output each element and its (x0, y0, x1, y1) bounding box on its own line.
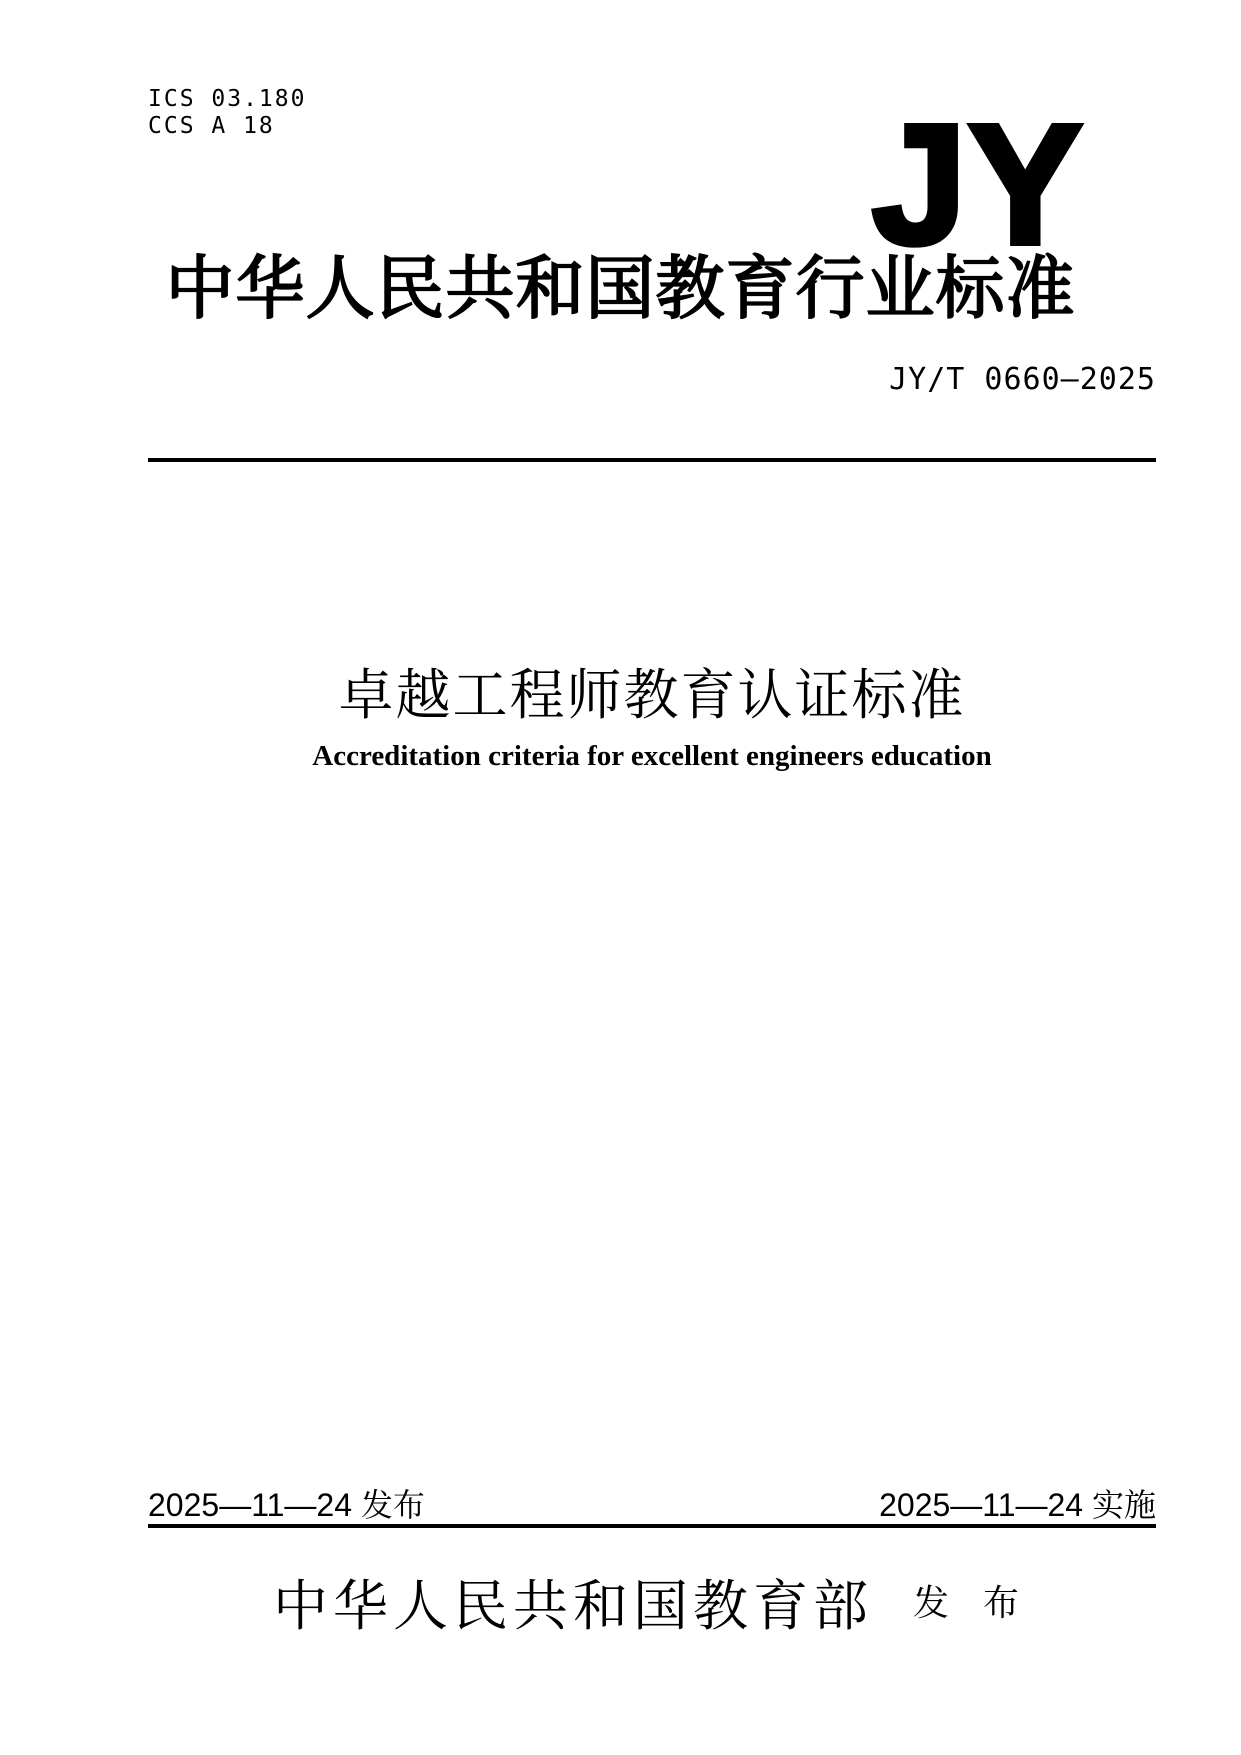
publisher-action-label: 发 布 (913, 1582, 1032, 1623)
publisher-row (148, 1562, 1156, 1641)
document-title-zh: 卓越工程师教育认证标准 (338, 664, 966, 726)
top-divider-line (148, 458, 1156, 462)
bottom-divider-line (148, 1524, 1156, 1528)
ccs-code: CCS A 18 (148, 113, 275, 139)
jy-logo: JY (872, 90, 1084, 280)
classification-codes (148, 86, 306, 140)
issue-date: 2025—11—24 发布 (148, 1487, 425, 1523)
implementation-date: 2025—11—24 实施 (879, 1487, 1156, 1523)
document-title-en: Accreditation criteria for excellent engineers education (312, 740, 992, 772)
dates-row (148, 1480, 1156, 1526)
publisher-name: 中华人民共和国教育部 (272, 1575, 873, 1637)
standard-number: JY/T 0660—2025 (889, 362, 1156, 397)
ics-code: ICS 03.180 (148, 86, 307, 112)
standard-category-title: 中华人民共和国教育行业标准 (165, 251, 1076, 327)
